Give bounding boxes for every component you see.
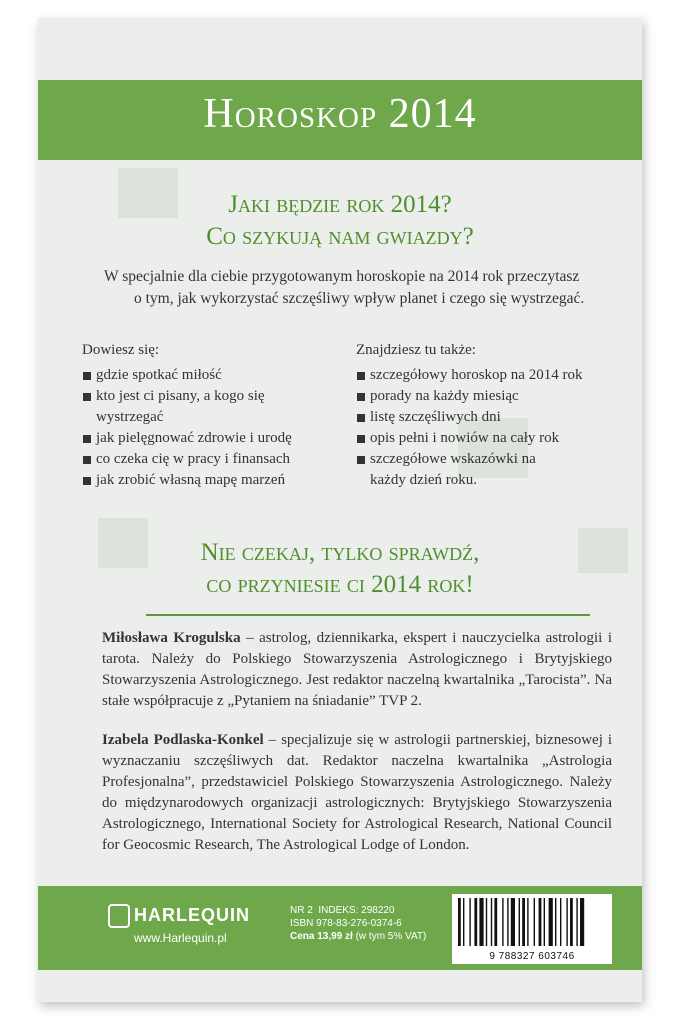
vat-note: (w tym 5% VAT) — [355, 931, 427, 942]
barcode-bar — [519, 898, 520, 946]
list-item: co czeka cię w pracy i finansach — [82, 449, 332, 470]
barcode-bar — [474, 898, 477, 946]
publisher-name: HARLEQUIN — [134, 904, 250, 925]
right-list-heading: Znajdziesz tu także: — [356, 342, 476, 358]
barcode-bar — [479, 898, 483, 946]
list-item: porady na każdy miesiąc — [356, 386, 606, 407]
book-title: Horoskop 2014 — [203, 91, 477, 137]
left-list — [82, 340, 332, 491]
barcode-bar — [507, 898, 508, 946]
barcode-bar — [494, 898, 497, 946]
isbn: ISBN 978-83-276-0374-6 — [290, 918, 402, 929]
list-item: jak pielęgnować zdrowie i urodę — [82, 428, 332, 449]
author-bio-2 — [102, 730, 612, 856]
barcode-bar — [560, 898, 561, 946]
author-description: – specjalizuje się w astrologii partnerskiej, biznesowej i wyznaczaniu szczęśliwych dat. Redaktor naczelna kwartalnika „Astrologia Profesjonalna”, przedstawiciel Polskiego Stowarzyszenia Astrologicznego. Należy do międzynarodowych organizacji astrologicznych: Brytyjskiego Stowarzyszenia Astrologicznego, International Society for Astrological Research, National Council for Geocosmic Research, The Astrological Lodge of London. — [102, 732, 613, 853]
intro-line-1: W specjalnie dla ciebie przygotowanym horoskopie na 2014 rok przeczytasz — [104, 268, 580, 285]
barcode-bar — [486, 898, 487, 946]
barcode-bar — [555, 898, 556, 946]
barcode-bar — [458, 898, 461, 946]
question-line-2: Co szykują nam gwiazdy? — [206, 223, 474, 250]
left-list-heading: Dowiesz się: — [82, 342, 160, 358]
author-bio-1 — [102, 628, 612, 712]
barcode-bar — [580, 898, 584, 946]
barcode-bar — [527, 898, 528, 946]
issue-number: NR 2 — [290, 905, 313, 916]
barcode-bar — [463, 898, 464, 946]
list-item: opis pełni i nowiów na cały rok — [356, 428, 606, 449]
list-item: szczegółowy horoskop na 2014 rok — [356, 365, 606, 386]
barcode — [452, 894, 612, 964]
publication-info — [290, 904, 426, 943]
barcode-bar — [566, 898, 567, 946]
author-name: Izabela Podlaska-Konkel — [102, 732, 264, 748]
publisher-logo — [108, 904, 250, 945]
divider — [146, 614, 590, 616]
barcode-bar — [544, 898, 545, 946]
list-item: szczegółowe wskazówki na każdy dzień roku. — [356, 449, 570, 491]
barcode-bar — [534, 898, 535, 946]
barcode-bar — [502, 898, 503, 946]
question-line-1: Jaki będzie rok 2014? — [228, 191, 452, 218]
publisher-url: www.Harlequin.pl — [134, 931, 227, 945]
intro-text — [104, 266, 604, 310]
price: Cena 13,99 zł — [290, 931, 353, 942]
barcode-bar — [522, 898, 525, 946]
intro-line-2: o tym, jak wykorzystać szczęśliwy wpływ planet i czego się wystrzegać. — [134, 290, 585, 307]
harlequin-emblem-icon — [108, 904, 130, 928]
author-name: Miłosława Krogulska — [102, 630, 241, 646]
book-back-cover — [38, 18, 642, 1002]
barcode-bar — [491, 898, 492, 946]
right-list — [356, 340, 606, 491]
list-item: gdzie spotkać miłość — [82, 365, 332, 386]
barcode-number: 9 788327 603746 — [489, 951, 575, 962]
list-item: listę szczęśliwych dni — [356, 407, 606, 428]
list-item: kto jest ci pisany, a kogo się wystrzegać — [82, 386, 296, 428]
barcode-bar — [511, 898, 515, 946]
barcode-bar — [469, 898, 470, 946]
barcode-bar — [570, 898, 573, 946]
barcode-bars — [458, 898, 606, 946]
barcode-bar — [539, 898, 542, 946]
barcode-bar — [549, 898, 553, 946]
cta-line-2: co przyniesie ci 2014 rok! — [206, 571, 474, 598]
title-band — [38, 80, 642, 160]
footer-band — [38, 886, 642, 970]
list-item: jak zrobić własną mapę marzeń — [82, 470, 332, 491]
barcode-bar — [576, 898, 577, 946]
cta-line-1: Nie czekaj, tylko sprawdź, — [200, 539, 480, 566]
index-code: INDEKS: 298220 — [318, 905, 395, 916]
author-description: – astrolog, dziennikarka, ekspert i nauczycielka astrologii i tarota. Należy do Polskiego Stowarzyszenia Astrologicznego i Brytyjskiego Stowarzyszenia Astrologicznego. Jest redaktor naczelną kwartalnika „Tarocista”. Na stałe współpracuje z „Pytaniem na śniadanie” TVP 2. — [102, 630, 612, 709]
